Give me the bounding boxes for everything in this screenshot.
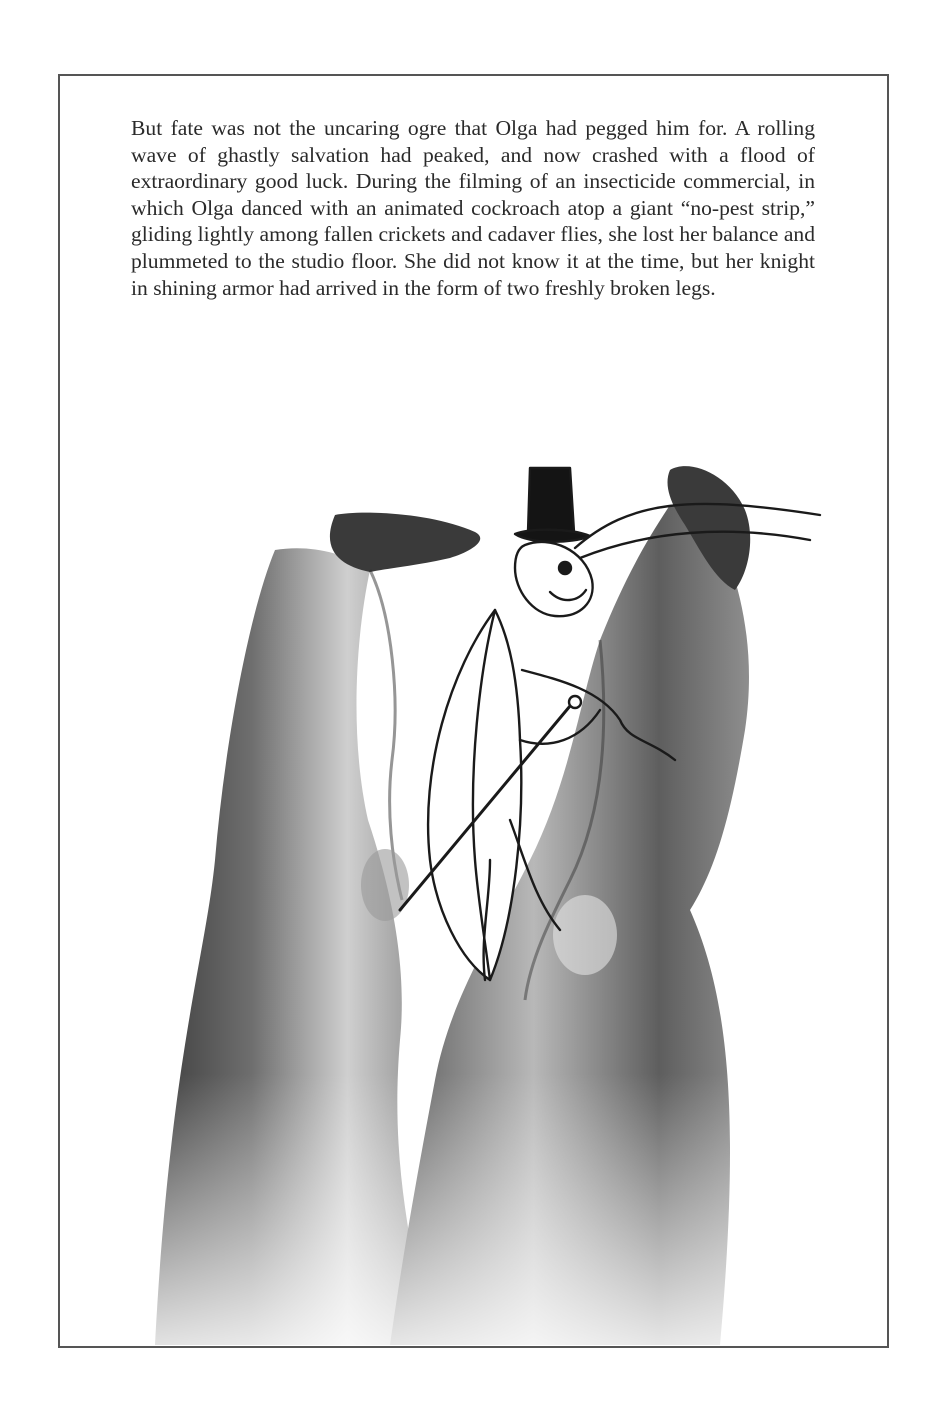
illustration-legs-and-cockroach bbox=[130, 440, 830, 1345]
top-hat-icon bbox=[528, 468, 574, 532]
story-paragraph: But fate was not the uncaring ogre that Olga had pegged him for. A rolling wave of ghastly salvation had peaked, and now crashed with a flood of extraordinary good luck. During the filming of an insecticide commercial, in which Olga danced with an animated cockroach atop a giant “no-pest strip,” gliding lightly among fallen crickets and cadaver flies, she lost her balance and plummeted to the studio floor. She did not know it at the time, but her knight in shining armor had arrived in the form of two freshly broken legs. bbox=[131, 116, 815, 300]
